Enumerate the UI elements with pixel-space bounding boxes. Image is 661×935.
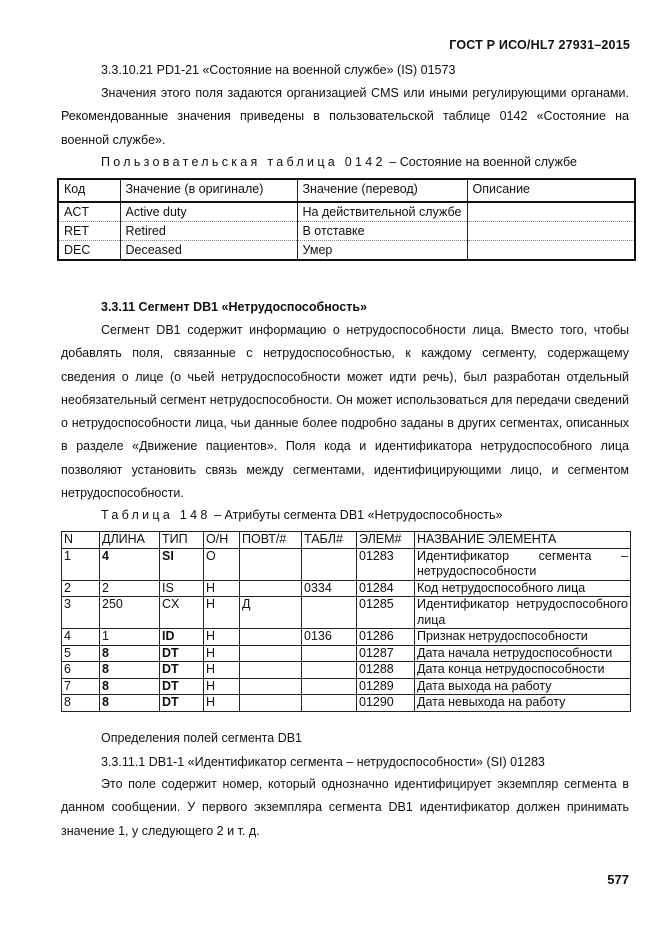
table-148 <box>61 531 631 712</box>
table-cell <box>240 662 302 679</box>
table-cell: Н <box>204 678 240 695</box>
table-cell: Идентификатор сегмента – нетрудоспособности <box>415 548 631 580</box>
table-cell: 01288 <box>357 662 415 679</box>
table-cell: Н <box>204 695 240 712</box>
table-148-caption <box>101 508 503 522</box>
table-cell: 1 <box>62 548 100 580</box>
table-cell: RET <box>58 222 120 241</box>
table-cell: 8 <box>100 662 160 679</box>
table-cell: 8 <box>100 678 160 695</box>
table-row <box>62 629 631 646</box>
table-cell: 3 <box>62 597 100 629</box>
table-cell: DT <box>160 678 204 695</box>
table-cell: Дата конца нетрудоспособности <box>415 662 631 679</box>
table-cell <box>467 202 635 222</box>
page-number: 577 <box>607 872 629 887</box>
table-cell: Дата выхода на работу <box>415 678 631 695</box>
table-cell: Active duty <box>120 202 297 222</box>
table-cell: DT <box>160 662 204 679</box>
table-cell <box>240 548 302 580</box>
table-row <box>62 678 631 695</box>
table-cell: На действительной службе <box>297 202 467 222</box>
header-cell: ЭЛЕМ# <box>357 532 415 549</box>
table-cell: Н <box>204 645 240 662</box>
table-cell: Идентификатор нетрудоспособного лица <box>415 597 631 629</box>
table-cell: 8 <box>62 695 100 712</box>
table-cell: 01286 <box>357 629 415 646</box>
table-row <box>58 241 635 261</box>
db1-1-text: Это поле содержит номер, который однозначно идентифицирует экземпляр сегмента в данном сообщении. У первого экземпляра сегмента DB1 идентификатор должен принимать значение 1, у следующего 2 и т. д. <box>61 777 629 838</box>
table-cell: Дата невыхода на работу <box>415 695 631 712</box>
table-cell: 0136 <box>302 629 357 646</box>
table-cell: Retired <box>120 222 297 241</box>
table-0142 <box>57 178 636 261</box>
table-row <box>62 597 631 629</box>
table-cell: 7 <box>62 678 100 695</box>
table-148-caption-prefix: Таблица 148 <box>101 508 211 522</box>
table-cell: Код нетрудоспособного лица <box>415 580 631 597</box>
definitions-title: Определения полей сегмента DB1 <box>101 731 303 745</box>
table-cell: DT <box>160 695 204 712</box>
table-cell <box>302 645 357 662</box>
table-cell: 6 <box>62 662 100 679</box>
table-cell: ACT <box>58 202 120 222</box>
table-cell: 2 <box>100 580 160 597</box>
table-cell: 4 <box>62 629 100 646</box>
header-cell: N <box>62 532 100 549</box>
table-cell: 1 <box>100 629 160 646</box>
section-db1-title: 3.3.11 Сегмент DB1 «Нетрудоспособность» <box>101 300 367 314</box>
table-cell <box>302 678 357 695</box>
table-cell <box>467 222 635 241</box>
header-cell: ТАБЛ# <box>302 532 357 549</box>
table-cell: Н <box>204 597 240 629</box>
table-header-row <box>62 532 631 549</box>
table-cell: Дата начала нетрудоспособности <box>415 645 631 662</box>
table-cell: 01283 <box>357 548 415 580</box>
table-cell <box>240 678 302 695</box>
table-cell: 01290 <box>357 695 415 712</box>
header-cell: НАЗВАНИЕ ЭЛЕМЕНТА <box>415 532 631 549</box>
table-cell <box>240 580 302 597</box>
table-cell <box>302 695 357 712</box>
table-cell: DEC <box>58 241 120 261</box>
section-pd1-21-title: 3.3.10.21 PD1-21 «Состояние на военной службе» (IS) 01573 <box>101 63 456 77</box>
table-cell: IS <box>160 580 204 597</box>
table-0142-caption-prefix: Пользовательская таблица 0142 <box>101 155 386 169</box>
table-row <box>62 645 631 662</box>
table-cell: Н <box>204 662 240 679</box>
table-0142-caption <box>101 155 577 169</box>
table-cell: Н <box>204 580 240 597</box>
table-cell: DT <box>160 645 204 662</box>
table-cell <box>302 662 357 679</box>
header-cell: Значение (перевод) <box>297 179 467 202</box>
table-cell: 01284 <box>357 580 415 597</box>
header-cell: ТИП <box>160 532 204 549</box>
table-row <box>62 695 631 712</box>
table-cell: Д <box>240 597 302 629</box>
table-cell: 01289 <box>357 678 415 695</box>
table-row <box>62 548 631 580</box>
table-cell: SI <box>160 548 204 580</box>
header-cell: Значение (в оригинале) <box>120 179 297 202</box>
table-cell: Н <box>204 629 240 646</box>
table-header-row <box>58 179 635 202</box>
table-cell: CX <box>160 597 204 629</box>
table-cell: O <box>204 548 240 580</box>
table-cell: 8 <box>100 645 160 662</box>
table-cell: 4 <box>100 548 160 580</box>
db1-1-title: 3.3.11.1 DB1-1 «Идентификатор сегмента – нетрудоспособности» (SI) 01283 <box>101 755 545 769</box>
table-cell <box>240 645 302 662</box>
table-148-caption-suffix: – Атрибуты сегмента DB1 «Нетрудоспособность» <box>214 508 503 522</box>
table-0142-caption-suffix: – Состояние на военной службе <box>389 155 577 169</box>
table-cell: 5 <box>62 645 100 662</box>
table-cell: Признак нетрудоспособности <box>415 629 631 646</box>
table-row <box>62 662 631 679</box>
table-cell <box>302 548 357 580</box>
header-cell: Код <box>58 179 120 202</box>
table-cell: 2 <box>62 580 100 597</box>
table-cell <box>240 629 302 646</box>
header-cell: О/Н <box>204 532 240 549</box>
table-cell <box>240 695 302 712</box>
table-row <box>58 222 635 241</box>
header-cell: Описание <box>467 179 635 202</box>
table-cell: 01285 <box>357 597 415 629</box>
section-db1-text: Сегмент DB1 содержит информацию о нетрудоспособности лица. Вместо того, чтобы добавлять поля, связанные с нетрудоспособностью, к каждому сегменту, содержащему сведения о лице (о чьей нетрудоспособности может идти речь), был разработан отдельный необязательный сегмент нетрудоспособности. Он может использоваться для передачи сведений о нетрудоспособности лица, чьи данные более подробно заданы в других сегментах, описанных в разделе «Движение пациентов». Поля кода и идентификатора нетрудоспособного лица позволяют установить связь между сегментами, идентифицирующими лицо, и сегментом нетрудоспособности. <box>61 323 629 501</box>
standard-header: ГОСТ Р ИСО/HL7 27931–2015 <box>449 38 630 52</box>
table-cell: В отставке <box>297 222 467 241</box>
table-cell: 0334 <box>302 580 357 597</box>
header-cell: ДЛИНА <box>100 532 160 549</box>
table-row <box>58 202 635 222</box>
table-cell: 250 <box>100 597 160 629</box>
table-cell: ID <box>160 629 204 646</box>
table-cell <box>302 597 357 629</box>
table-cell: 01287 <box>357 645 415 662</box>
table-row <box>62 580 631 597</box>
table-cell: Deceased <box>120 241 297 261</box>
header-cell: ПОВТ/# <box>240 532 302 549</box>
table-cell: 8 <box>100 695 160 712</box>
table-cell <box>467 241 635 261</box>
table-cell: Умер <box>297 241 467 261</box>
section-pd1-21-text: Значения этого поля задаются организацией CMS или иными регулирующими органами. Рекомендованные значения приведены в пользовательской таблице 0142 «Состояние на военной службе». <box>61 86 629 147</box>
